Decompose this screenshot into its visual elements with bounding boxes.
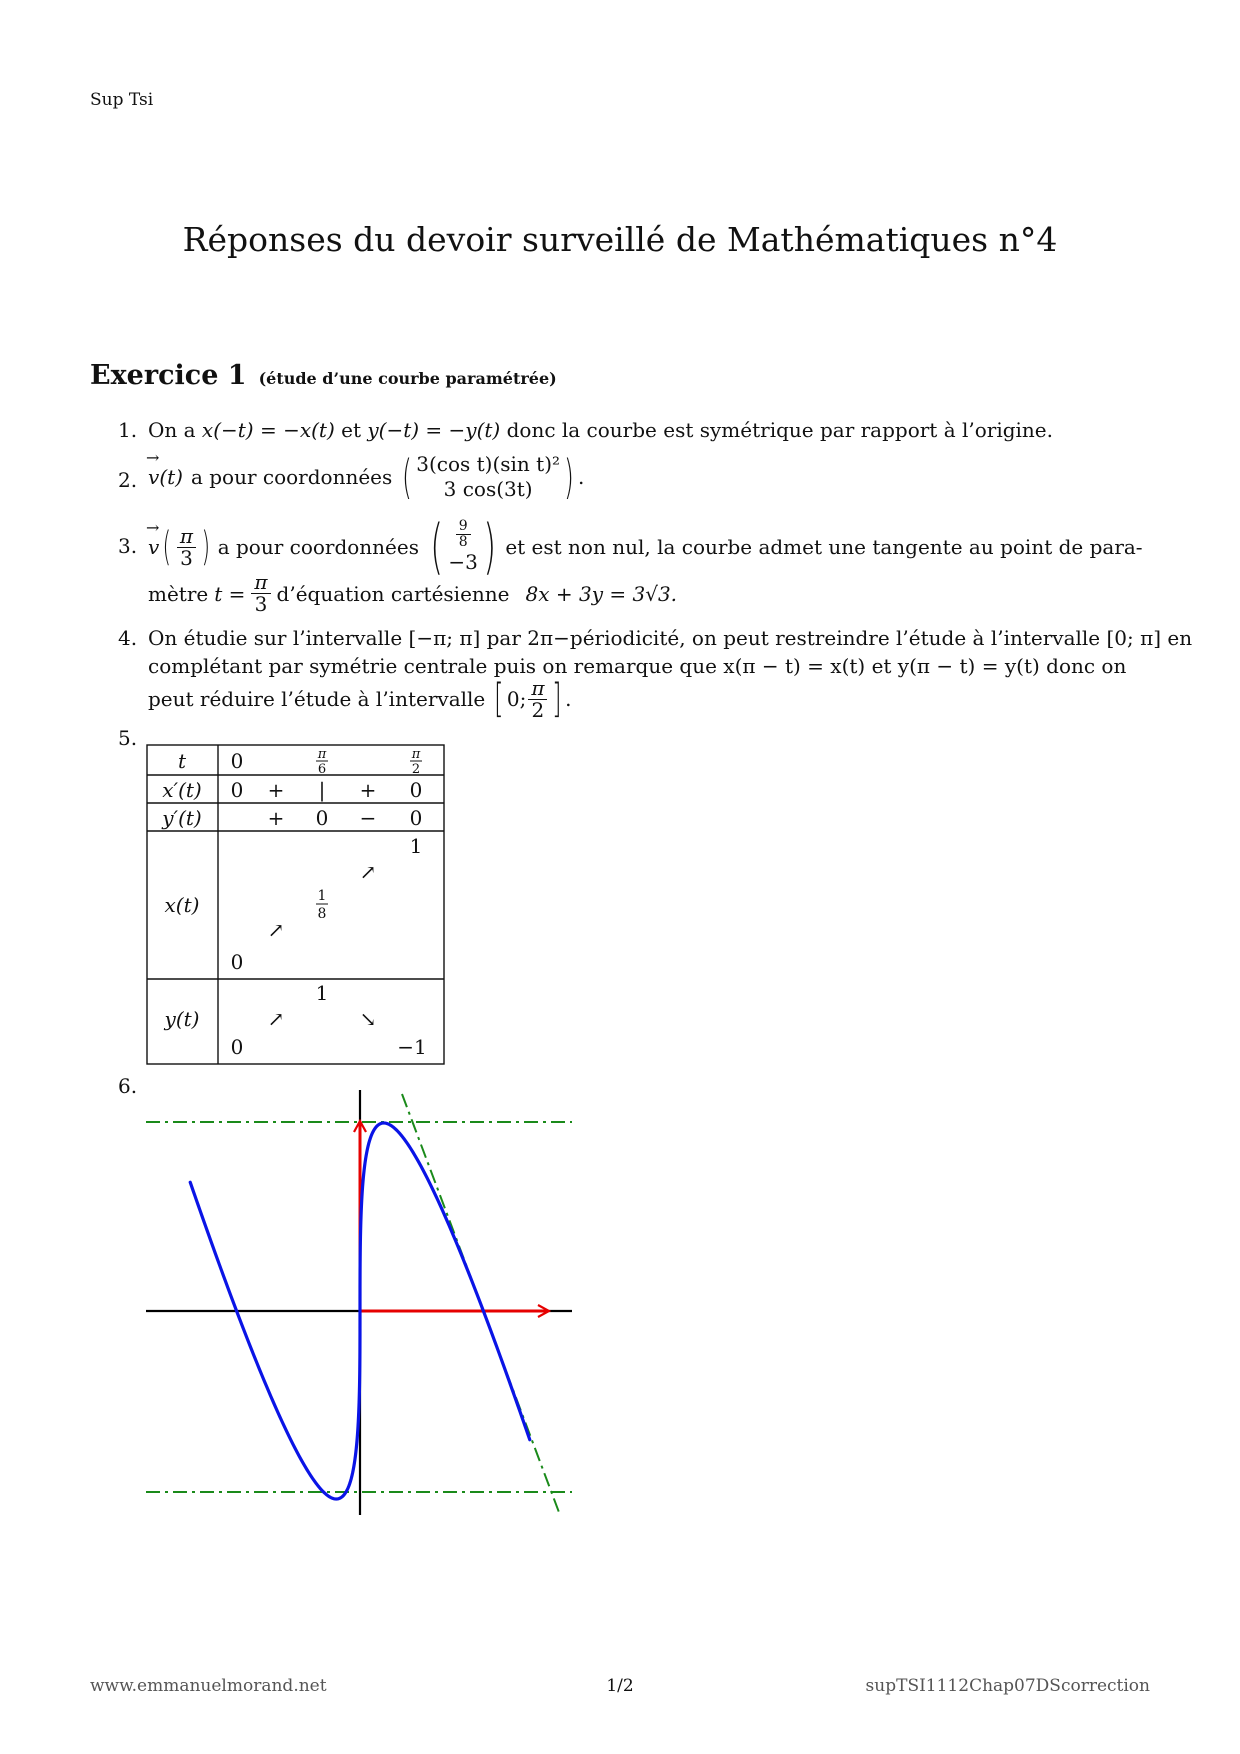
item-3-t-eq: t =	[214, 581, 246, 606]
item-4-line-1: On étudie sur l’intervalle [−π; π] par 2π−périodicité, on peut restreindre l’étude à l’intervalle [0; π] en	[148, 626, 1193, 650]
item-1-eq2: y(−t) = −y(t)	[367, 418, 501, 442]
exercise-heading	[90, 360, 557, 391]
left-bracket: [	[494, 676, 504, 722]
item-3-text-4: d’équation cartésienne	[276, 581, 510, 606]
page-title: Réponses du devoir surveillé de Mathématiques n°4	[182, 220, 1058, 260]
item-4-line-3	[148, 676, 571, 722]
fraction-denominator: 3	[254, 592, 268, 616]
row-label-yprime: y′(t)	[162, 806, 202, 830]
right-paren: )	[201, 524, 211, 570]
row-label-x: x(t)	[164, 893, 200, 917]
exercise-subtitle: (étude d’une courbe paramétrée)	[258, 369, 557, 388]
footer-filename: supTSI1112Chap07DScorrection	[865, 1676, 1150, 1696]
item-number-4: 4.	[118, 626, 138, 650]
x-mid-numerator: 1	[317, 888, 327, 904]
fraction-denominator: 3	[180, 545, 193, 570]
t-pi-denominator-2: 2	[411, 762, 421, 777]
t-zero: 0	[230, 749, 244, 773]
item-4-text-3: peut réduire l’étude à l’intervalle	[148, 687, 486, 711]
row-label-xprime: x′(t)	[162, 778, 202, 802]
yprime-sign-1: +	[267, 806, 285, 830]
xprime-sign-2: +	[359, 778, 377, 802]
fraction-numerator: π	[177, 526, 196, 548]
exercise-title: Exercice 1	[90, 360, 247, 391]
item-number-2: 2.	[118, 468, 138, 492]
curve-figure	[140, 1090, 590, 1540]
xprime-bar: |	[318, 778, 326, 802]
item-2-end: .	[577, 465, 585, 489]
item-3-text-1: a pour coordonnées	[217, 535, 419, 559]
item-number-5: 5.	[118, 726, 138, 750]
left-paren: (	[430, 512, 444, 582]
item-1-intro: On a	[148, 418, 196, 442]
fraction-numerator: 9	[456, 519, 471, 535]
t-pi-denominator-1: 6	[317, 762, 327, 777]
item-3-coordinates	[448, 519, 477, 574]
item-number-1: 1.	[118, 418, 138, 442]
xprime-left: 0	[230, 778, 244, 802]
row-label-t: t	[177, 749, 187, 773]
pi-over-3	[251, 572, 270, 615]
y-max: 1	[315, 981, 329, 1005]
fraction-denominator: 8	[458, 534, 468, 550]
footer-website: www.emmanuelmorand.net	[90, 1676, 327, 1696]
left-paren: (	[162, 524, 172, 570]
item-2-coordinates	[416, 452, 560, 502]
item-3-line-2	[148, 572, 677, 615]
fraction-denominator: 2	[531, 697, 545, 722]
footer-page-number: 1/2	[606, 1676, 634, 1696]
row-label-y: y(t)	[164, 1007, 200, 1031]
item-3-coord-bottom: −3	[448, 549, 478, 574]
yprime-zero: 0	[315, 806, 329, 830]
y-arrow-up: ↗	[267, 1007, 285, 1031]
item-2-coord-bottom: 3 cos(3t)	[443, 477, 533, 501]
header-left: Sup Tsi	[90, 90, 154, 110]
item-1	[148, 418, 1053, 442]
item-4-line-2: complétant par symétrie centrale puis on remarque que x(π − t) = x(t) et y(π − t) = y(t) donc on	[148, 654, 1127, 678]
pi-over-3	[177, 523, 196, 570]
y-arrow-down: ↘	[359, 1007, 377, 1031]
item-2-coord-top: 3(cos t)(sin t)²	[416, 452, 561, 476]
t-pi-numerator-2: π	[411, 747, 421, 762]
t-pi-numerator-1: π	[317, 747, 327, 762]
fraction-numerator: π	[251, 572, 270, 594]
yprime-right: 0	[409, 806, 423, 830]
item-1-and: et	[341, 418, 361, 442]
item-3-text-3: mètre	[148, 581, 209, 606]
yprime-sign-2: −	[359, 806, 377, 830]
item-number-6: 6.	[118, 1074, 138, 1098]
y-start: 0	[230, 1035, 244, 1059]
right-bracket: ]	[552, 676, 562, 722]
item-1-rest: donc la courbe est symétrique par rapport à l’origine.	[506, 418, 1053, 442]
x-mid-denominator: 8	[317, 906, 327, 922]
nine-eighths	[456, 519, 471, 549]
fraction-numerator: π	[528, 678, 547, 700]
x-start: 0	[230, 950, 244, 974]
right-paren: )	[564, 450, 574, 504]
item-2-param: (t)	[159, 465, 183, 489]
item-number-3: 3.	[118, 534, 138, 558]
item-2	[148, 450, 584, 504]
xprime-sign-1: +	[267, 778, 285, 802]
item-1-eq1: x(−t) = −x(t)	[201, 418, 335, 442]
right-paren: )	[483, 512, 497, 582]
y-end: −1	[397, 1035, 427, 1059]
item-3-text-2: et est non nul, la courbe admet une tangente au point de para-	[505, 535, 1143, 559]
variation-table	[146, 744, 446, 1066]
x-arrow-up-2: ↗	[359, 860, 377, 884]
xprime-right: 0	[409, 778, 423, 802]
item-4-end: .	[565, 687, 572, 711]
x-end: 1	[409, 834, 423, 858]
x-arrow-up-1: ↗	[267, 918, 285, 942]
pi-over-2	[528, 675, 547, 722]
vector-v-symbol: → v	[148, 465, 159, 489]
item-2-text: a pour coordonnées	[190, 465, 393, 489]
tangent-equation: 8x + 3y = 3√3.	[525, 581, 678, 606]
interval-left: 0;	[506, 687, 527, 711]
vector-v-symbol-2: → v	[148, 535, 159, 559]
left-paren: (	[402, 450, 413, 504]
